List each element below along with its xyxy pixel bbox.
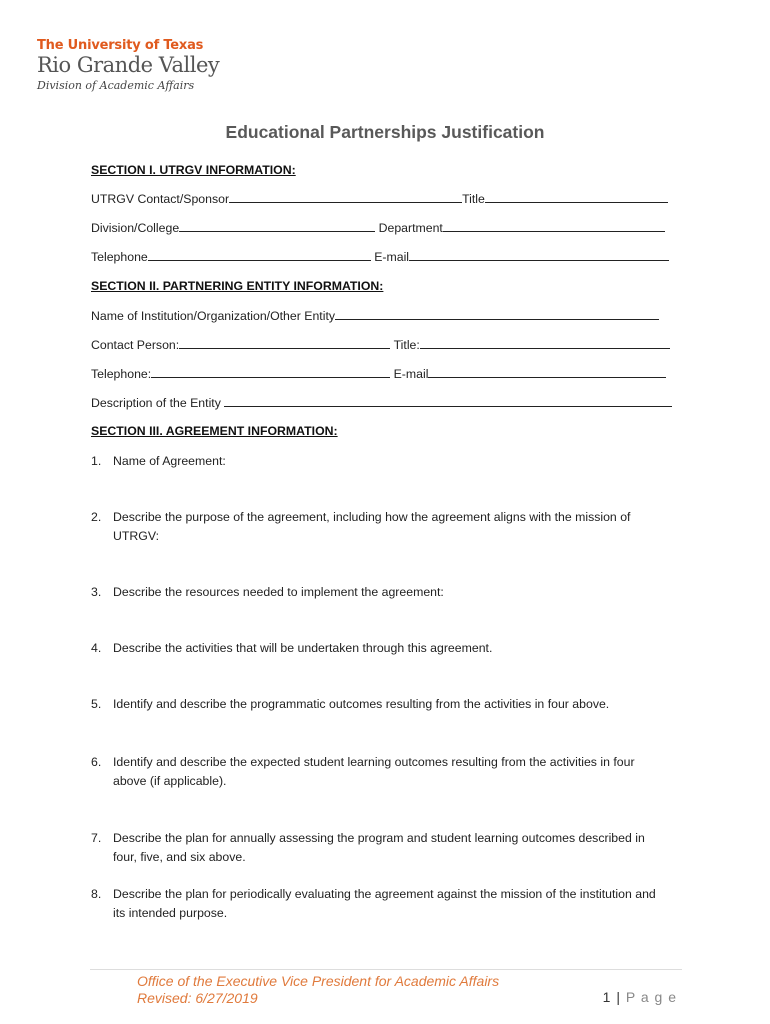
utrgv-contact-field[interactable] bbox=[229, 191, 462, 203]
logo-rio-grande-valley-text: Rio Grande Valley bbox=[37, 53, 220, 77]
footer-revised-date: Revised: 6/27/2019 bbox=[137, 990, 258, 1006]
division-row bbox=[91, 220, 665, 236]
agreement-item-5 bbox=[91, 695, 671, 714]
item-text: Describe the plan for periodically evaluating the agreement against the mission of the institution and its intended purpose. bbox=[113, 887, 656, 920]
section-2-heading: SECTION II. PARTNERING ENTITY INFORMATION: bbox=[91, 279, 384, 293]
page-number-separator: | bbox=[616, 989, 621, 1005]
agreement-item-7 bbox=[91, 829, 671, 867]
department-field[interactable] bbox=[443, 220, 665, 232]
utrgv-contact-row bbox=[91, 191, 668, 207]
page-number bbox=[603, 989, 677, 1005]
utrgv-email-label: E-mail bbox=[374, 250, 410, 264]
utrgv-title-field[interactable] bbox=[485, 191, 668, 203]
entity-description-row bbox=[91, 395, 672, 411]
utrgv-phone-row bbox=[91, 249, 669, 265]
logo-university-text: The University of Texas bbox=[37, 38, 204, 53]
entity-telephone-field[interactable] bbox=[151, 366, 390, 378]
agreement-item-8 bbox=[91, 885, 671, 923]
agreement-item-4 bbox=[91, 639, 671, 658]
item-number: 6. bbox=[91, 755, 102, 769]
utrgv-telephone-field[interactable] bbox=[148, 249, 371, 261]
entity-description-label: Description of the Entity bbox=[91, 396, 221, 410]
footer-divider bbox=[90, 969, 682, 970]
entity-name-label: Name of Institution/Organization/Other Entity bbox=[91, 309, 336, 323]
item-number: 3. bbox=[91, 585, 102, 599]
entity-email-field[interactable] bbox=[428, 366, 666, 378]
entity-phone-row bbox=[91, 366, 666, 382]
agreement-item-2 bbox=[91, 508, 671, 546]
division-label: Division/College bbox=[91, 221, 180, 235]
item-text: Name of Agreement: bbox=[113, 454, 226, 468]
entity-title-label: Title: bbox=[393, 338, 420, 352]
item-number: 4. bbox=[91, 641, 102, 655]
item-number: 5. bbox=[91, 697, 102, 711]
utrgv-title-label: Title bbox=[462, 192, 485, 206]
item-text: Describe the activities that will be undertaken through this agreement. bbox=[113, 641, 493, 655]
page-word: P a g e bbox=[625, 989, 677, 1005]
document-title: Educational Partnerships Justification bbox=[225, 122, 545, 142]
utrgv-logo bbox=[37, 38, 219, 93]
utrgv-telephone-label: Telephone bbox=[91, 250, 148, 264]
section-3-heading: SECTION III. AGREEMENT INFORMATION: bbox=[91, 424, 338, 438]
footer-office: Office of the Executive Vice President for Academic Affairs bbox=[137, 973, 500, 989]
item-text: Describe the purpose of the agreement, including how the agreement aligns with the mission of UTRGV: bbox=[113, 510, 631, 543]
item-number: 1. bbox=[91, 454, 102, 468]
agreement-item-1 bbox=[91, 452, 671, 471]
entity-telephone-label: Telephone: bbox=[91, 367, 152, 381]
section-1-heading: SECTION I. UTRGV INFORMATION: bbox=[91, 163, 296, 177]
item-number: 7. bbox=[91, 831, 102, 845]
department-label: Department bbox=[378, 221, 443, 235]
utrgv-email-field[interactable] bbox=[409, 249, 669, 261]
entity-name-field[interactable] bbox=[335, 308, 659, 320]
agreement-item-6 bbox=[91, 753, 671, 791]
item-text: Describe the plan for annually assessing the program and student learning outcomes described in four, five, and six above. bbox=[113, 831, 645, 864]
entity-contact-row bbox=[91, 337, 670, 353]
entity-name-row bbox=[91, 308, 659, 324]
item-text: Describe the resources needed to implement the agreement: bbox=[113, 585, 444, 599]
item-text: Identify and describe the expected student learning outcomes resulting from the activities in four above (if applicable). bbox=[113, 755, 635, 788]
entity-email-label: E-mail bbox=[393, 367, 429, 381]
utrgv-contact-label: UTRGV Contact/Sponsor bbox=[91, 192, 230, 206]
entity-title-field[interactable] bbox=[420, 337, 670, 349]
agreement-item-3 bbox=[91, 583, 671, 602]
entity-description-field[interactable] bbox=[224, 395, 672, 407]
entity-contact-field[interactable] bbox=[179, 337, 390, 349]
item-number: 8. bbox=[91, 887, 102, 901]
item-number: 2. bbox=[91, 510, 102, 524]
page-number-value: 1 bbox=[602, 989, 612, 1005]
logo-division-text: Division of Academic Affairs bbox=[37, 79, 195, 92]
item-text: Identify and describe the programmatic outcomes resulting from the activities in four above. bbox=[113, 697, 610, 711]
division-field[interactable] bbox=[179, 220, 375, 232]
entity-contact-label: Contact Person: bbox=[91, 338, 180, 352]
